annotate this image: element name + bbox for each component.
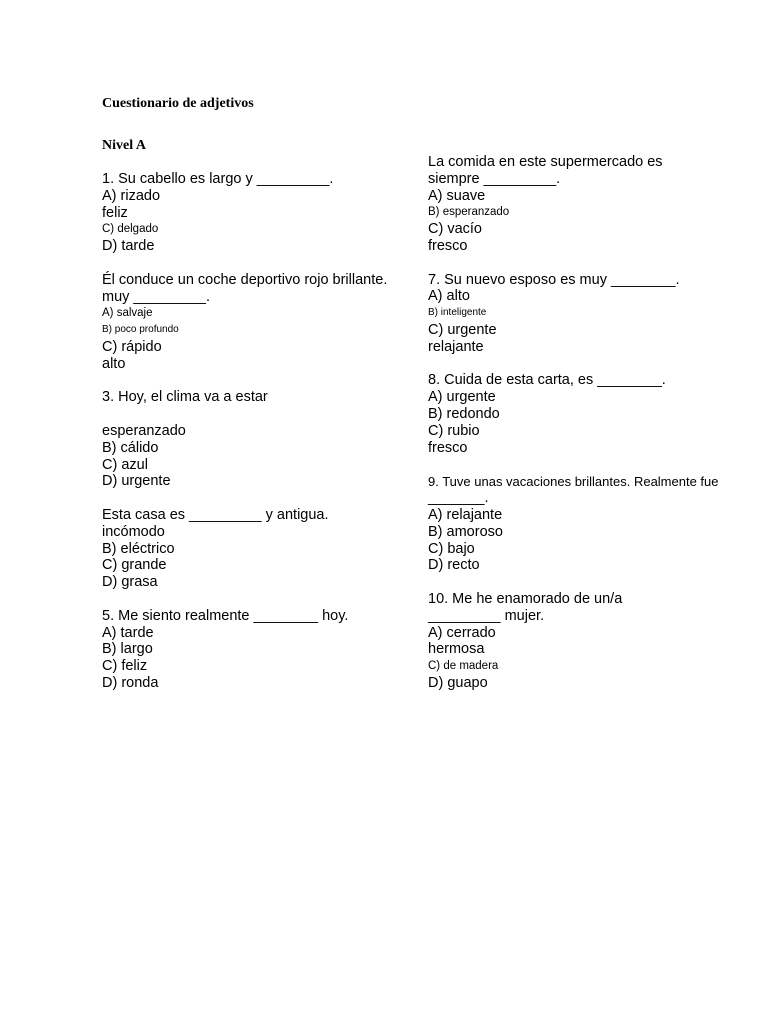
question-text-continued: siempre _________. xyxy=(428,170,561,187)
question-text: 1. Su cabello es largo y _________. xyxy=(102,171,334,187)
answer-option: A) tarde xyxy=(102,624,154,641)
answer-option: C) urgente xyxy=(428,321,497,338)
answer-option: D) grasa xyxy=(102,574,158,591)
answer-option: A) suave xyxy=(428,187,486,204)
question-text: 10. Me he enamorado de un/a xyxy=(428,590,623,607)
answer-option: A) rizado xyxy=(102,187,161,204)
question-spacer xyxy=(428,456,758,473)
answer-option: D) guapo xyxy=(428,674,488,691)
answer-option: D) tarde xyxy=(102,238,155,255)
blank-line xyxy=(102,406,412,423)
question-block xyxy=(428,272,758,356)
answer-option: B) largo xyxy=(102,641,153,658)
question-block xyxy=(428,473,758,574)
answer-option: B) eléctrico xyxy=(102,540,175,557)
question-spacer xyxy=(102,255,412,272)
question-block xyxy=(102,171,412,255)
question-text: La comida en este supermercado es xyxy=(428,154,663,170)
question-text-continued: _________ mujer. xyxy=(428,607,545,624)
question-text: 7. Su nuevo esposo es muy ________. xyxy=(428,271,680,288)
question-spacer xyxy=(428,574,758,591)
answer-option: D) ronda xyxy=(102,674,159,691)
level-heading: Nivel A xyxy=(102,138,146,153)
answer-option: fresco xyxy=(428,237,468,254)
answer-option: B) poco profundo xyxy=(102,324,179,336)
question-spacer xyxy=(102,591,412,608)
question-block xyxy=(102,389,412,490)
answer-option: feliz xyxy=(102,204,128,221)
question-block xyxy=(102,608,412,692)
answer-option: D) urgente xyxy=(102,473,171,490)
answer-option: A) salvaje xyxy=(102,307,153,320)
answer-option: A) urgente xyxy=(428,389,496,406)
answer-option: C) rubio xyxy=(428,422,480,439)
answer-option: C) azul xyxy=(102,456,148,473)
question-block xyxy=(428,372,758,456)
answer-option: C) de madera xyxy=(428,660,499,673)
question-text-continued: muy _________. xyxy=(102,288,211,305)
question-text: 8. Cuida de esta carta, es ________. xyxy=(428,372,666,389)
question-spacer xyxy=(102,490,412,507)
answer-option: A) alto xyxy=(428,288,470,305)
answer-option: D) recto xyxy=(428,557,480,574)
answer-option: B) amoroso xyxy=(428,523,503,540)
answer-option: incómodo xyxy=(102,523,165,540)
answer-option: C) delgado xyxy=(102,223,159,236)
question-text: Él conduce un coche deportivo rojo brillante. xyxy=(102,271,388,288)
answer-option: relajante xyxy=(428,338,484,355)
answer-option: C) bajo xyxy=(428,540,475,557)
left-column xyxy=(102,171,412,692)
question-text: Esta casa es _________ y antigua. xyxy=(102,506,329,523)
answer-option: C) grande xyxy=(102,557,167,574)
document-title: Cuestionario de adjetivos xyxy=(102,96,254,111)
answer-option: B) inteligente xyxy=(428,307,487,319)
answer-option: A) cerrado xyxy=(428,624,496,641)
answer-option: alto xyxy=(102,355,126,372)
question-block xyxy=(428,591,758,692)
answer-option: fresco xyxy=(428,439,468,456)
question-text-continued: _______. xyxy=(428,490,489,507)
answer-option: esperanzado xyxy=(102,422,186,439)
question-spacer xyxy=(428,356,758,373)
answer-option: C) vacío xyxy=(428,221,482,238)
question-block xyxy=(102,272,412,373)
question-text: 3. Hoy, el clima va a estar xyxy=(102,389,268,406)
answer-option: A) relajante xyxy=(428,506,503,523)
question-block xyxy=(102,507,412,591)
question-spacer xyxy=(102,373,412,390)
answer-option: B) cálido xyxy=(102,439,159,456)
answer-option: B) redondo xyxy=(428,405,500,422)
right-column xyxy=(428,154,758,692)
question-text: 9. Tuve unas vacaciones brillantes. Realmente fue xyxy=(428,474,719,490)
question-text: 5. Me siento realmente ________ hoy. xyxy=(102,607,349,624)
answer-option: C) feliz xyxy=(102,658,148,675)
question-spacer xyxy=(428,255,758,272)
answer-option: B) esperanzado xyxy=(428,206,510,219)
answer-option: C) rápido xyxy=(102,338,162,355)
question-block xyxy=(428,154,758,255)
answer-option: hermosa xyxy=(428,641,485,658)
